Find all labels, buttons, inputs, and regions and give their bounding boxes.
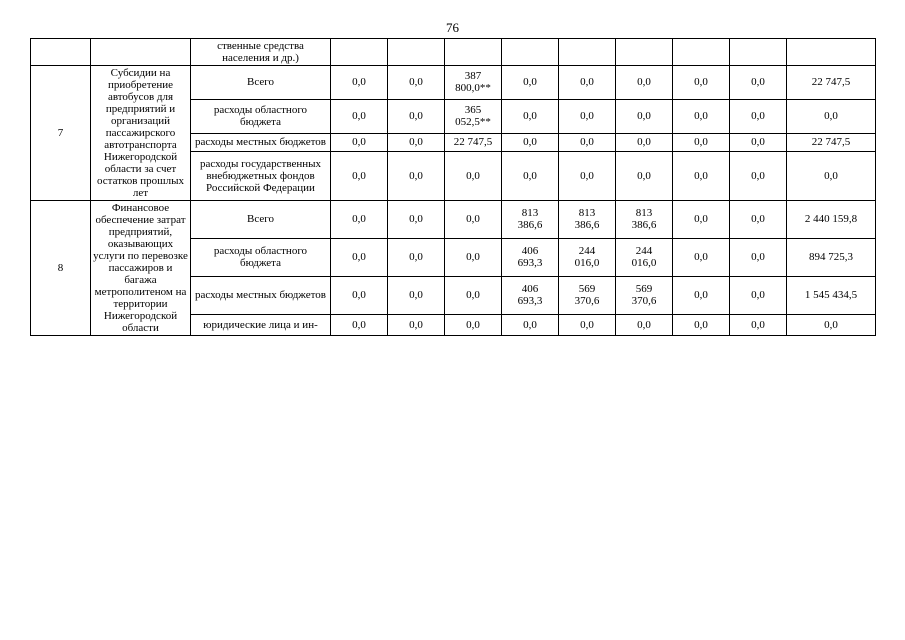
value-cell bbox=[559, 39, 616, 66]
value-cell: 0,0 bbox=[559, 152, 616, 201]
value-cell: 244 016,0 bbox=[559, 238, 616, 276]
value-cell: 0,0 bbox=[388, 66, 445, 100]
value-cell: 244 016,0 bbox=[616, 238, 673, 276]
value-cell: 0,0 bbox=[388, 152, 445, 201]
value-cell: 0,0 bbox=[502, 66, 559, 100]
value-cell: 0,0 bbox=[730, 66, 787, 100]
value-cell: 0,0 bbox=[559, 133, 616, 152]
value-cell: 0,0 bbox=[616, 152, 673, 201]
value-cell: 0,0 bbox=[787, 152, 876, 201]
value-cell: 0,0 bbox=[673, 276, 730, 314]
value-cell: 0,0 bbox=[673, 66, 730, 100]
value-cell: 813 386,6 bbox=[502, 201, 559, 239]
value-cell: 0,0 bbox=[502, 133, 559, 152]
value-cell: 0,0 bbox=[616, 314, 673, 335]
source-label: Всего bbox=[191, 66, 331, 100]
value-cell: 0,0 bbox=[730, 201, 787, 239]
value-cell: 0,0 bbox=[730, 276, 787, 314]
source-label: Всего bbox=[191, 201, 331, 239]
value-cell: 0,0 bbox=[331, 314, 388, 335]
value-cell: 0,0 bbox=[388, 201, 445, 239]
value-cell: 569 370,6 bbox=[616, 276, 673, 314]
value-cell: 0,0 bbox=[388, 238, 445, 276]
table-row bbox=[31, 201, 876, 239]
value-cell: 0,0 bbox=[445, 152, 502, 201]
value-cell: 406 693,3 bbox=[502, 238, 559, 276]
value-cell bbox=[673, 39, 730, 66]
value-cell: 0,0 bbox=[730, 152, 787, 201]
row-index bbox=[31, 39, 91, 66]
value-cell: 0,0 bbox=[331, 66, 388, 100]
value-cell: 0,0 bbox=[559, 99, 616, 133]
value-cell: 0,0 bbox=[673, 314, 730, 335]
value-cell: 0,0 bbox=[388, 99, 445, 133]
value-cell bbox=[616, 39, 673, 66]
value-cell: 0,0 bbox=[559, 66, 616, 100]
value-cell bbox=[502, 39, 559, 66]
value-cell: 0,0 bbox=[502, 99, 559, 133]
row-index: 8 bbox=[31, 201, 91, 336]
value-cell: 0,0 bbox=[331, 99, 388, 133]
value-cell bbox=[331, 39, 388, 66]
value-cell: 0,0 bbox=[445, 201, 502, 239]
value-cell: 0,0 bbox=[331, 133, 388, 152]
row-description: Субсидии на приобретение автобусов для предприятий и организаций пассажирского автотранспорта Нижегородской области за счет остатков прошлых лет bbox=[91, 66, 191, 201]
value-cell: 0,0 bbox=[673, 152, 730, 201]
value-cell: 0,0 bbox=[502, 152, 559, 201]
source-label: расходы государственных внебюджетных фондов Российской Федерации bbox=[191, 152, 331, 201]
value-cell: 0,0 bbox=[331, 238, 388, 276]
value-cell: 0,0 bbox=[673, 201, 730, 239]
table-row bbox=[31, 39, 876, 66]
value-cell: 0,0 bbox=[331, 276, 388, 314]
value-cell: 0,0 bbox=[730, 99, 787, 133]
value-cell: 0,0 bbox=[331, 201, 388, 239]
value-cell: 0,0 bbox=[616, 66, 673, 100]
value-cell: 387 800,0** bbox=[445, 66, 502, 100]
value-cell: 0,0 bbox=[388, 133, 445, 152]
value-cell: 813 386,6 bbox=[559, 201, 616, 239]
value-cell: 0,0 bbox=[445, 276, 502, 314]
value-cell: 0,0 bbox=[787, 314, 876, 335]
value-cell: 22 747,5 bbox=[445, 133, 502, 152]
value-cell: 0,0 bbox=[616, 99, 673, 133]
source-label: расходы областного бюджета bbox=[191, 238, 331, 276]
value-cell: 22 747,5 bbox=[787, 66, 876, 100]
value-cell: 569 370,6 bbox=[559, 276, 616, 314]
value-cell bbox=[730, 39, 787, 66]
value-cell: 0,0 bbox=[388, 276, 445, 314]
source-label: расходы областного бюджета bbox=[191, 99, 331, 133]
value-cell: 0,0 bbox=[730, 314, 787, 335]
value-cell bbox=[388, 39, 445, 66]
value-cell: 0,0 bbox=[445, 314, 502, 335]
row-index: 7 bbox=[31, 66, 91, 201]
value-cell: 406 693,3 bbox=[502, 276, 559, 314]
value-cell: 0,0 bbox=[787, 99, 876, 133]
value-cell: 0,0 bbox=[673, 238, 730, 276]
value-cell: 22 747,5 bbox=[787, 133, 876, 152]
source-label: расходы местных бюджетов bbox=[191, 133, 331, 152]
row-description: Финансовое обеспечение затрат предприятий, оказывающих услуги по перевозке пассажиров и багажа метрополитеном на территории Нижегородской области bbox=[91, 201, 191, 336]
value-cell: 0,0 bbox=[730, 133, 787, 152]
value-cell bbox=[445, 39, 502, 66]
source-label: юридические лица и ин- bbox=[191, 314, 331, 335]
table-row bbox=[31, 66, 876, 100]
value-cell: 0,0 bbox=[673, 99, 730, 133]
value-cell: 1 545 434,5 bbox=[787, 276, 876, 314]
value-cell: 0,0 bbox=[502, 314, 559, 335]
value-cell: 365 052,5** bbox=[445, 99, 502, 133]
value-cell: 0,0 bbox=[388, 314, 445, 335]
value-cell: 0,0 bbox=[331, 152, 388, 201]
value-cell: 2 440 159,8 bbox=[787, 201, 876, 239]
value-cell: 0,0 bbox=[730, 238, 787, 276]
page-number: 76 bbox=[446, 20, 459, 35]
value-cell: 813 386,6 bbox=[616, 201, 673, 239]
source-label: расходы местных бюджетов bbox=[191, 276, 331, 314]
budget-table bbox=[30, 38, 876, 336]
value-cell: 0,0 bbox=[673, 133, 730, 152]
value-cell: 0,0 bbox=[616, 133, 673, 152]
value-cell: 0,0 bbox=[559, 314, 616, 335]
source-label: ственные средства населения и др.) bbox=[191, 39, 331, 66]
row-description bbox=[91, 39, 191, 66]
value-cell bbox=[787, 39, 876, 66]
value-cell: 0,0 bbox=[445, 238, 502, 276]
value-cell: 894 725,3 bbox=[787, 238, 876, 276]
